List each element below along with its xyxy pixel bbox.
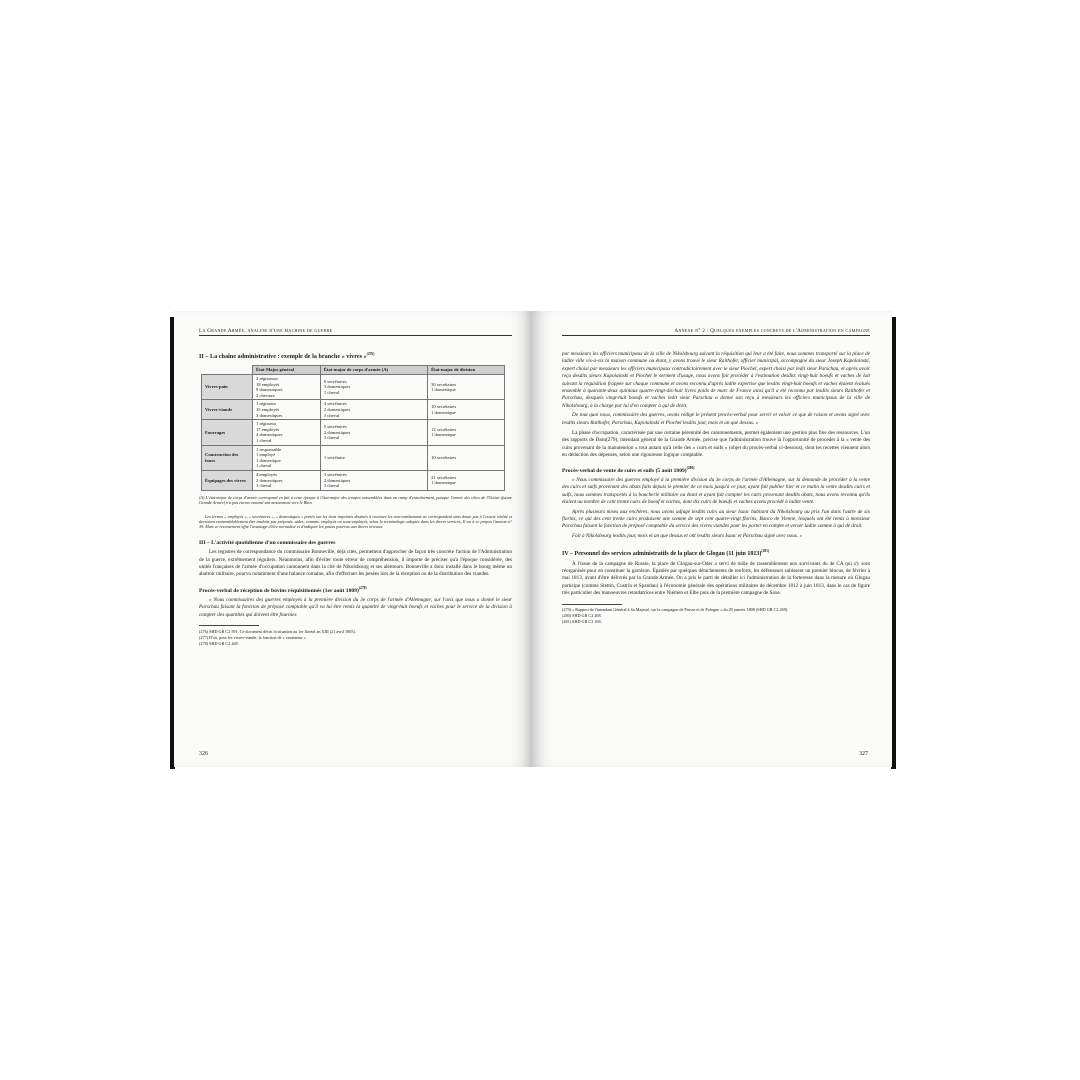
proces-verbal-title-text: Procès-verbal de réception de bovins réquisitionnés (1er août 1809): [199, 587, 359, 594]
table-row: [202, 375, 505, 400]
table-cell: 6 secrétaires 3 domestiques 1 cheval: [320, 375, 427, 400]
footnote: (276) SHD GR C2 591. Ce document décrit la situation au 1er floréal an XIII (21 avril 1805).: [199, 628, 356, 634]
section-4-footnote-ref: (281): [761, 549, 770, 554]
right-page-number: 327: [859, 751, 868, 757]
table-cell: 10 secrétaires: [428, 445, 505, 470]
table-col-header: État-major de division: [428, 366, 505, 375]
table-cell: 10 secrétaires 1 domestique: [428, 400, 505, 420]
table-cell: 2 régisseurs 18 employés 9 domestiques 2 chevaux: [253, 375, 321, 400]
left-page-number: 326: [199, 751, 208, 757]
right-page: [532, 311, 892, 767]
table-row: [202, 470, 505, 490]
vente-text-2: Après plusieurs mises aux enchères, nous avons adjugé lesdits cuirs au sieur Isaac habitant du Nikolsbourg au prix l'un dans l'autre de six florins, ce qui des cent trente cuirs produisent une somme de sept cent quatre-vingt florins, Banco de Vienne, lesquels ont été remis à monsieur Parschau faisant la fonction de préposé comptable du service des vivres viandes pour les porter en compte et verser ladite somme à qui de droit.: [562, 508, 870, 530]
table-col-header: État-Major général: [253, 366, 321, 375]
table-cell: 4 secrétaires 2 domestiques 1 cheval: [320, 400, 427, 420]
terms-note: Les termes « employés », « secrétaires », « domestiques » portés sur les états imprimés destinés à recenser les non-combattants ne correspondent sans doute pas à l'exacte réalité et devraient vraisemblablement être traduits par préposés, aides, commis, employés ou sous-employés, selon la terminologie adoptée dans les divers services. Il est à ce propos l'annexe n° 39. Mais ce recensement offre l'avantage d'être normalisé et d'indiquer les postes pourvus aux divers niveaux.: [199, 513, 512, 530]
section-2-title-text: II – La chaîne administrative : exemple de la branche « vivres »: [199, 353, 367, 361]
section-2-footnote-ref: (276): [366, 352, 375, 356]
left-running-head: La Grande Armée, analyse d'une machine de guerre: [199, 328, 333, 334]
table-cell: 1 secrétaire: [320, 445, 427, 470]
occupation-paragraph: La phase d'occupation, caractérisée par une certaine pérennité des cantonnements, permet également une gestion plus fine des ressources. L'un des rapports de Daru(279), intendant général de la Grande Armée, précise que l'administration trouve là l'opportunité de procéder à la « vente des cuirs provenant de la manutention » tout autant qu'à celle des « cuirs et suifs » (objet du procès-verbal ci-dessous), dont les recettes viennent alors en déduction des dépenses, selon une rigoureuse logique comptable.: [562, 430, 870, 459]
footnote: (278) SHD GR C2 268.: [199, 640, 239, 646]
footnote: (281) SHD GR C2 168.: [562, 619, 602, 625]
table-cell: 1 régisseur 17 employés 4 domestiques 1 cheval: [253, 420, 321, 445]
proces-verbal-closing: De tout quoi nous, commissaire des guerres, avons rédigé le présent procès-verbal pour servir et valoir ce que de raison et avons signé avec lesdits sieurs Raithofer, Parschau, Kapolainski et Piochel lesdits jour, mois et an que dessus. »: [562, 412, 870, 426]
footnote-rule: [562, 604, 622, 605]
table-row: [202, 400, 505, 420]
proces-verbal-continued: par messieurs les officiers municipaux de la ville de Nikolsbourg suivant la réquisition qui leur a été faite, nous sommes transporté sur la place de ladite ville vis-à-vis la maison commune ou étant, y avons trouvé le sieur Raithofer, officier municipal, accompagné du sieur Joseph Kapolainski, expert choisi par messieurs les officiers municipaux contradictoirement avec le sieur Piochel, expert choisi par ledit sieur Parschau, et après avoir reçu desdits sieurs Kapolainski et Piochel le serment d'usage, nous avons fait procéder à l'estimation desdits vingt-huit boeufs et vaches de lait suivant la réquisition frappée sur chaque commune et avons reconnu d'après ladite expertise que lesdits vingt-huit boeufs et vaches étaient évalués ensemble à quarante-deux quintaux quatre-vingt-dix-huit livres poids de marc de France ainsi qu'il a été reconnu par lesdits sieurs Raithofer et Parschau, desquels vingt-huit boeufs et vaches ledit sieur Parschau a donné son reçu à messieurs les officiers municipaux de la ville de Nikolsbourg, à la charge par lui d'en compter à qui de droit.: [562, 351, 870, 409]
right-running-head: Annexe n° 2 : Quelques exemples concrets de l'Administration en campagne: [674, 328, 870, 334]
proces-verbal-text: « Nous commissaires des guerres employés à la première division du 3e corps de l'armée d'Allemagne, sur l'avis que nous a donné le sieur Parschau faisant la fonction de préposé comptable qu'il va lui être remis la quantité de vingt-huit boeufs et vaches pour le service de la division à compter des quantités qui doivent être fournies: [199, 597, 512, 618]
vente-text-3: Fait à Nikolsbourg lesdits jour, mois et an que dessus et ont lesdits sieurs Isaac et Parschau signé avec nous. »: [572, 532, 803, 539]
proces-verbal-footnote-ref: (278): [358, 585, 367, 590]
proces-verbal-title: [199, 585, 512, 595]
section-4-text: À l'issue de la campagne de Russie, la place de Glogau-sur-Oder a servi de môle de rassemblement aux survivants du 4e CA qui s'y sont réorganisés pour en constituer la garnison. Épaulés par quelques détachements de renforts, les défenseurs subissent un premier blocus, de février à mai 1813, avant d'être délivrés par la Grande Armée. On a pris le parti de détailler ici l'administration de la forteresse dans la mesure où Glogau participe (comme Stettin, Custrin et Spandau) à l'économie générale des opérations militaires de décembre 1812 à juin 1813, dans le cas de figure très particulier des manoeuvres retardatrices entre Niémen et Elbe puis de la première campagne de Saxe.: [562, 560, 870, 597]
table-corner-cell: [202, 366, 253, 375]
vente-footnote-ref: (280): [686, 465, 695, 470]
footnote: (280) SHD GR C2 268.: [562, 613, 602, 619]
section-4-title: [562, 548, 870, 558]
right-header-rule: [562, 335, 870, 336]
table-body: [202, 375, 505, 491]
table-cell: 1 responsable 1 employé 1 domestique 1 cheval: [253, 445, 321, 470]
table-row-label: Vivres-pain: [202, 375, 253, 400]
open-book: [170, 311, 896, 767]
left-page: [174, 311, 532, 767]
table-cell: 3 secrétaires 2 domestiques 1 cheval: [320, 470, 427, 490]
admin-chain-table: [201, 365, 505, 490]
table-header-row: [202, 366, 505, 375]
section-2-title: [199, 351, 512, 360]
section-3-text: Les registres de correspondance du commissaire Bonneville, déjà cités, permettent d'approcher de façon très concrète l'action de l'Administration de la guerre, extrêmement réguliers. Néanmoins, afin d'éviter toute erreur de compréhension, il importe de préciser qu'à l'époque considérée, des unités françaises de l'armée d'occupation cantonnent dans la cité de Nikolsbourg et ses alentours. Bonneville a donc installé dans le bourg même un abattoir militaire, pourvu notamment d'une balance romaine, afin d'effectuer les pesées lors de la réception ou de la distribution des viandes.: [199, 549, 512, 578]
table-note: (A) L'état-major de corps d'armée correspond en fait à cette époque à l'état-major des troupes rassemblées dans un camp d'entraînement, puisque l'armée des côtes de l'Océan (future Grande Armée) n'a pas encore entamé son mouvement vers le Rhin.: [199, 494, 512, 506]
footnote: (277) D'où, pour les vivres-viande, la fonction de « ventrateur ».: [199, 634, 307, 640]
table-row: [202, 420, 505, 445]
table-col-header: État-major de corps d'armée (A): [320, 366, 427, 375]
table-row: [202, 445, 505, 470]
table-row-label: Construction des fours: [202, 445, 253, 470]
section-4-title-text: IV – Personnel des services administratifs de la place de Glogau (11 juin 1813): [562, 551, 762, 558]
left-header-rule: [199, 335, 512, 336]
table-cell: 21 secrétaires 1 domestique: [428, 470, 505, 490]
vente-text-1: « Nous commissaire des guerres employé à la première division du 3e corps de l'armée d'Allemagne, sur la demande de procéder à la vente des cuirs et suifs provenant des abats faits depuis le premier de ce mois jusqu'à ce jour, ayant fait publier hier et ce matin la vente desdits cuirs et suifs, nous sommes transportés à la boucherie militaire ou étant et ayant fait compter les cuirs provenant desdits abats, nous avons reconnu qu'ils étaient au nombre de cent trente cuirs de boeuf et vaches, dont dix cuirs de boeufs et vaches avons procédé à ladite vente.: [562, 476, 870, 506]
table-cell: 1 régisseur 15 employés 3 domestiques: [253, 400, 321, 420]
table-row-label: Fourrages: [202, 420, 253, 445]
table-row-label: Équipages des vivres: [202, 470, 253, 490]
footnote-rule: [199, 625, 259, 626]
vente-title-text: Procès-verbal de vente de cuirs et suifs (5 août 1809): [562, 467, 687, 474]
vente-title: [562, 465, 870, 475]
left-column: [199, 351, 512, 647]
table-cell: 5 secrétaires 2 domestiques 1 cheval: [320, 420, 427, 445]
table-cell: 12 secrétaires 1 domestique: [428, 420, 505, 445]
right-column: [562, 351, 870, 625]
table-row-label: Vivres-viande: [202, 400, 253, 420]
table-cell: 30 secrétaires 1 domestique: [428, 375, 505, 400]
section-3-title: III – L'activité quotidienne d'un commissaire des guerres: [199, 539, 336, 546]
table-cell: 4 employés 2 domestiques 1 cheval: [253, 470, 321, 490]
footnote: (279) « Rapport de l'intendant Général à Sa Majesté, sur la campagne de Prusse et de Pologne » du 29 janvier 1808 (SHD GR C2 269).: [562, 607, 789, 613]
